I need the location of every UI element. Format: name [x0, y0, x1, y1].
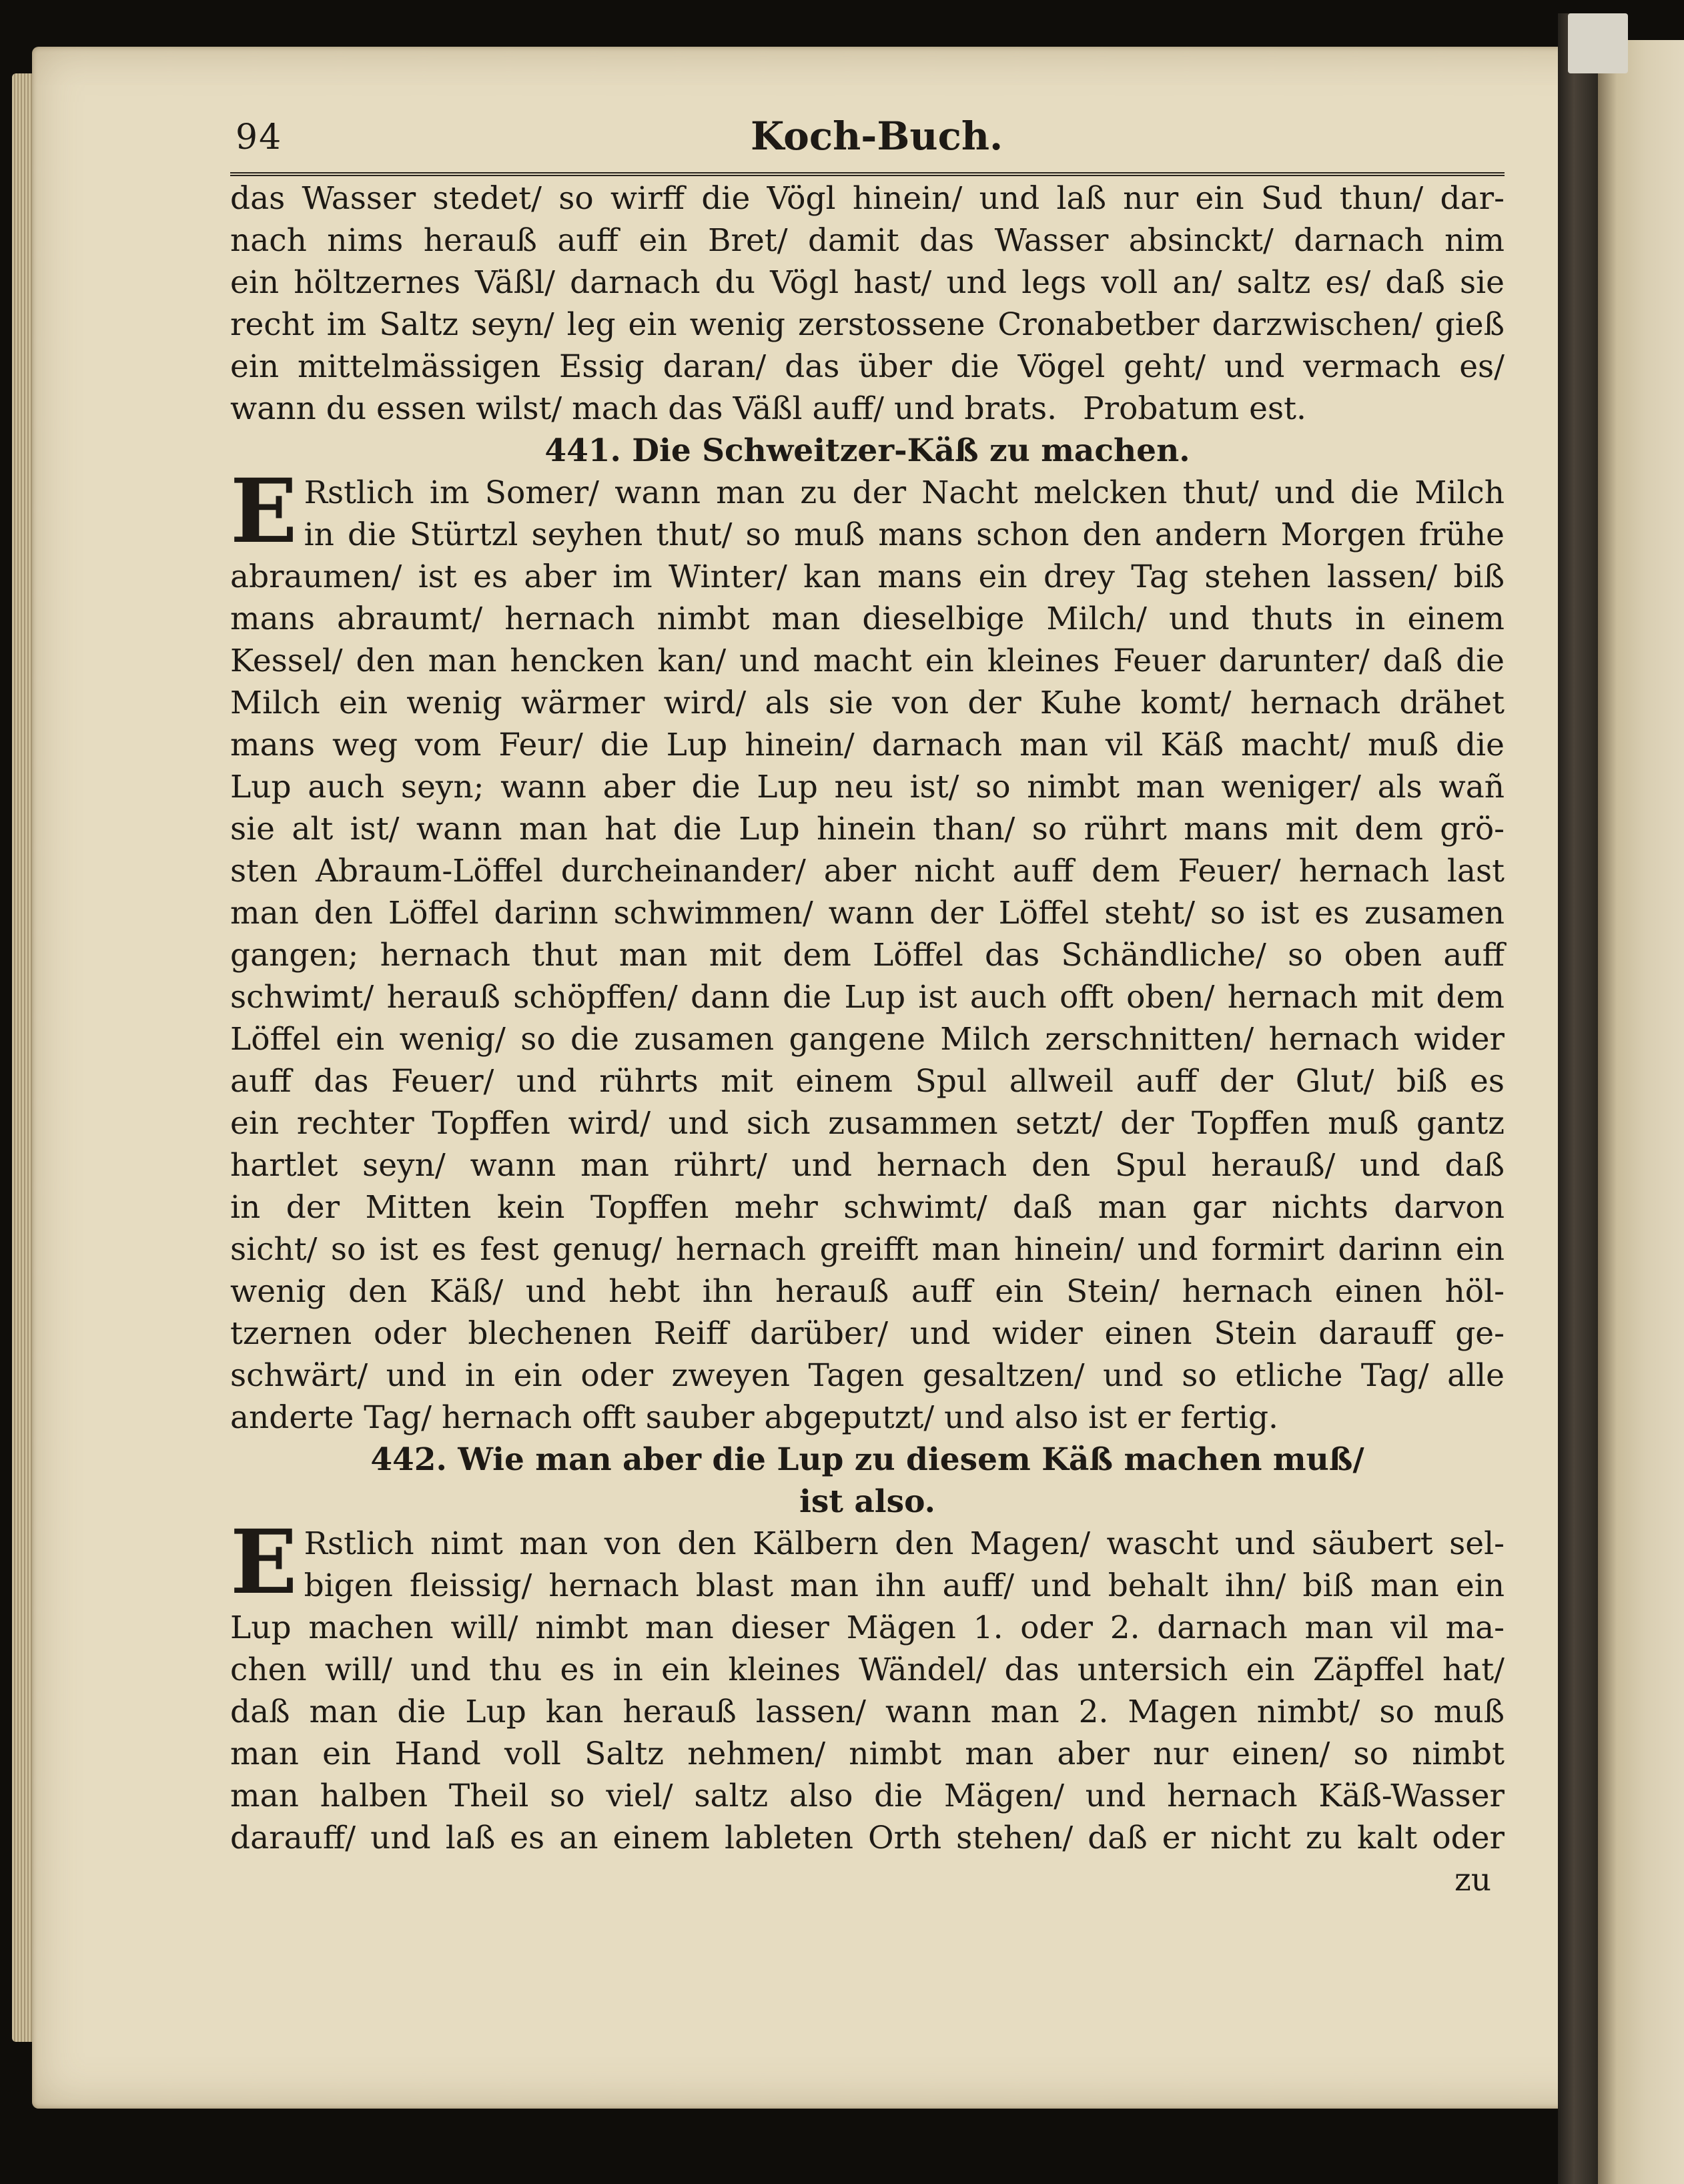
carryover-text [230, 177, 1505, 430]
facing-page-gutter [1588, 40, 1684, 2184]
text-line: Kessel/ den man hencken kan/ und macht ein kleines Feuer darunter/ daß die [230, 643, 1505, 679]
text-line: schwärt/ und in ein oder zweyen Tagen gesaltzen/ und so etliche Tag/ alle [230, 1357, 1505, 1394]
text-line: mans abraumt/ hernach nimbt man dieselbige Milch/ und thuts in einem [230, 601, 1505, 637]
recipe-441-heading: 441. Die Schweitzer-Käß zu machen. [544, 432, 1190, 469]
text-line: abraumen/ ist es aber im Winter/ kan mans ein drey Tag stehen lassen/ biß [230, 559, 1505, 595]
recipe-441-opening [230, 460, 1505, 563]
initial-letter: E [230, 1511, 298, 1614]
binding-clip [1558, 13, 1598, 2184]
text-line: auff das Feuer/ und rührts mit einem Spul allweil auff der Glut/ biß es [230, 1063, 1505, 1100]
text-line: ein höltzernes Väßl/ darnach du Vögl hast/ und legs voll an/ saltz es/ daß sie [230, 264, 1505, 301]
text-line: daß man die Lup kan herauß lassen/ wann man 2. Magen nimbt/ so muß [230, 1694, 1505, 1730]
text-line: ein rechter Topffen wird/ und sich zusammen setzt/ der Topffen muß gantz [230, 1105, 1505, 1142]
recipe-442-opening [230, 1511, 1505, 1614]
text-line-last: anderte Tag/ hernach offt sauber abgeputzt/ und also ist er fertig. [230, 1399, 1278, 1436]
page-number: 94 [236, 117, 283, 157]
text-line: nach nims herauß auff ein Bret/ damit das Wasser absinckt/ darnach nim [230, 222, 1505, 259]
running-title: Koch-Buch. [751, 113, 1003, 159]
text-line: mans weg vom Feur/ die Lup hinein/ darnach man vil Käß macht/ muß die [230, 727, 1505, 763]
text-line: Rstlich im Somer/ wann man zu der Nacht melcken thut/ und die Milch [304, 474, 1505, 511]
text-line: man ein Hand voll Saltz nehmen/ nimbt man aber nur einen/ so nimbt [230, 1736, 1505, 1772]
text-line: in der Mitten kein Topffen mehr schwimt/ daß man gar nichts darvon [230, 1189, 1505, 1226]
recipe-441 [230, 430, 1505, 1439]
carryover-last: wann du essen wilst/ mach das Väßl auff/ und brats. [230, 390, 1058, 427]
text-line: in die Stürtzl seyhen thut/ so muß mans schon den andern Morgen frühe [304, 516, 1505, 553]
text-line: sicht/ so ist es fest genug/ hernach greifft man hinein/ und formirt darinn ein [230, 1231, 1505, 1268]
page-text [230, 113, 1505, 1901]
text-line: man den Löffel darinn schwimmen/ wann der Löffel steht/ so ist es zusamen [230, 895, 1505, 932]
text-line: Lup machen will/ nimbt man dieser Mägen 1. oder 2. darnach man vil ma- [230, 1609, 1505, 1646]
catchword: zu [1454, 1862, 1491, 1898]
text-line: sten Abraum-Löffel durcheinander/ aber nicht auff dem Feuer/ hernach last [230, 853, 1505, 889]
text-line: wenig den Käß/ und hebt ihn herauß auff ein Stein/ hernach einen höl- [230, 1273, 1505, 1310]
text-line-last [230, 388, 1505, 430]
text-line: sie alt ist/ wann man hat die Lup hinein than/ so rührt mans mit dem grö- [230, 811, 1505, 847]
recipe-442 [230, 1439, 1505, 1859]
text-line: darauff/ und laß es an einem lableten Orth stehen/ daß er nicht zu kalt oder [230, 1820, 1505, 1856]
text-line: recht im Saltz seyn/ leg ein wenig zerstossene Cronabetber darzwischen/ gieß [230, 306, 1505, 343]
text-line: bigen fleissig/ hernach blast man ihn auff/ und behalt ihn/ biß man ein [304, 1567, 1505, 1604]
recipe-442-heading-cont: ist also. [799, 1483, 936, 1520]
text-line: Milch ein wenig wärmer wird/ als sie von der Kuhe komt/ hernach drähet [230, 685, 1505, 721]
text-line: schwimt/ herauß schöpffen/ dann die Lup ist auch offt oben/ hernach mit dem [230, 979, 1505, 1016]
text-line: das Wasser stedet/ so wirff die Vögl hinein/ und laß nur ein Sud thun/ dar- [230, 180, 1505, 217]
recipe-442-heading: 442. Wie man aber die Lup zu diesem Käß machen muß/ [370, 1441, 1364, 1478]
text-line: gangen; hernach thut man mit dem Löffel das Schändliche/ so oben auff [230, 937, 1505, 974]
initial-letter: E [230, 460, 298, 563]
probatum-note: Probatum est. [1082, 390, 1306, 427]
text-line: hartlet seyn/ wann man rührt/ und hernach den Spul herauß/ und daß [230, 1147, 1505, 1184]
text-line: tzernen oder blechenen Reiff darüber/ und wider einen Stein darauff ge- [230, 1315, 1505, 1352]
text-line: Löffel ein wenig/ so die zusamen gangene Milch zerschnitten/ hernach wider [230, 1021, 1505, 1058]
text-line: chen will/ und thu es in ein kleines Wändel/ das untersich ein Zäpffel hat/ [230, 1652, 1505, 1688]
text-line: ein mittelmässigen Essig daran/ das über die Vögel geht/ und vermach es/ [230, 348, 1505, 385]
running-header [230, 113, 1505, 176]
text-line: Rstlich nimt man von den Kälbern den Magen/ wascht und säubert sel- [304, 1525, 1505, 1562]
text-line: Lup auch seyn; wann aber die Lup neu ist/ so nimbt man weniger/ als wañ [230, 769, 1505, 805]
binding-clip-tab [1568, 13, 1628, 73]
text-line: man halben Theil so viel/ saltz also die Mägen/ und hernach Käß-Wasser [230, 1778, 1505, 1814]
